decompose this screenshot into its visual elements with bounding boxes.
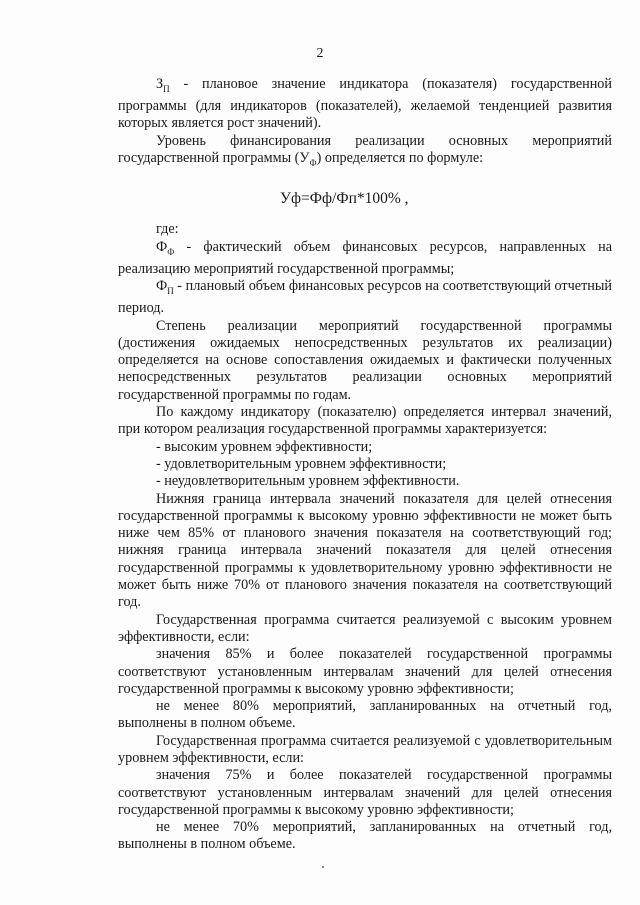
paragraph-lower-bound: Нижняя граница интервала значений показателя для целей отнесения государственной программы к высокому уровню эффективности не может быть ниже чем 85% от планового значения показателя на соответствующий год; нижняя граница интервала значений показателя для целей отнесения государственной программы к удовлетворительному уровню эффективности не может быть ниже 70% от планового значения показателя на соответствующий год. [118,490,612,611]
definition-plan-funding [118,278,612,317]
where-label: где: [156,221,179,238]
list-item: - неудовлетворительным уровнем эффективности. [156,473,460,490]
paragraph-satisfactory-efficiency: Государственная программа считается реализуемой с удовлетворительным уровнем эффективности, если: [118,732,612,766]
symbol-subscript: Ф [309,157,317,168]
paragraph-text: Уровень финансирования реализации основных мероприятий государственной программы (У [118,132,612,167]
list-item: - высоким уровнем эффективности; [156,438,373,455]
paragraph-financing-level [118,133,612,172]
symbol-subscript: Ф [167,246,175,257]
symbol-f: Ф [156,238,168,255]
paragraph-high-condition-2: не менее 80% мероприятий, запланированных на отчетный год, выполнены в полном объеме. [118,698,612,732]
symbol-f: Ф [156,278,168,295]
paragraph-plan-indicator [118,76,612,133]
list-item: - удовлетворительным уровнем эффективности; [156,455,447,472]
paragraph-high-efficiency: Государственная программа считается реализуемой с высоким уровнем эффективности, если: [118,611,612,645]
paragraph-text: - плановое значение индикатора (показателя) государственной программы (для индикаторов (показателей), желаемой тенденцией развития которых является рост значений). [118,76,612,132]
definition-fact-funding [118,239,612,278]
paragraph-text-end: ) определяется по формуле: [316,150,484,167]
symbol-subscript: П [167,285,174,296]
paragraph-satisfactory-condition-1: значения 75% и более показателей государственной программы соответствуют установленным интервалам значений для целей отнесения государственной программы к высокому уровню эффективности; [118,767,612,818]
paragraph-implementation-degree: Степень реализации мероприятий государственной программы (достижения ожидаемых непосредственных результатов их реализации) определяется на основе сопоставления ожидаемых и фактически полученных непосредственных результатов реализации основных мероприятий государственной программы по годам. [118,317,612,403]
page-number: 2 [316,46,324,61]
document-body [118,76,612,854]
paragraph-high-condition-1: значения 85% и более показателей государственной программы соответствуют установленным интервалам значений для целей отнесения государственной программы к высокому уровню эффективности; [118,646,612,697]
symbol-subscript: П [163,83,170,94]
paragraph-interval: По каждому индикатору (показателю) определяется интервал значений, при котором реализация государственной программы характеризуется: [118,404,612,438]
symbol-z: З [156,76,164,92]
formula: Уф=Фф/Фп*100% , [280,190,409,208]
scan-artifact [322,866,324,868]
paragraph-satisfactory-condition-2: не менее 70% мероприятий, запланированных на отчетный год, выполнены в полном объеме. [118,819,612,853]
definition-text: - плановый объем финансовых ресурсов на соответствующий отчетный период. [118,278,612,317]
definition-text: - фактический объем финансовых ресурсов, направленных на реализацию мероприятий государственной программы; [118,238,612,277]
